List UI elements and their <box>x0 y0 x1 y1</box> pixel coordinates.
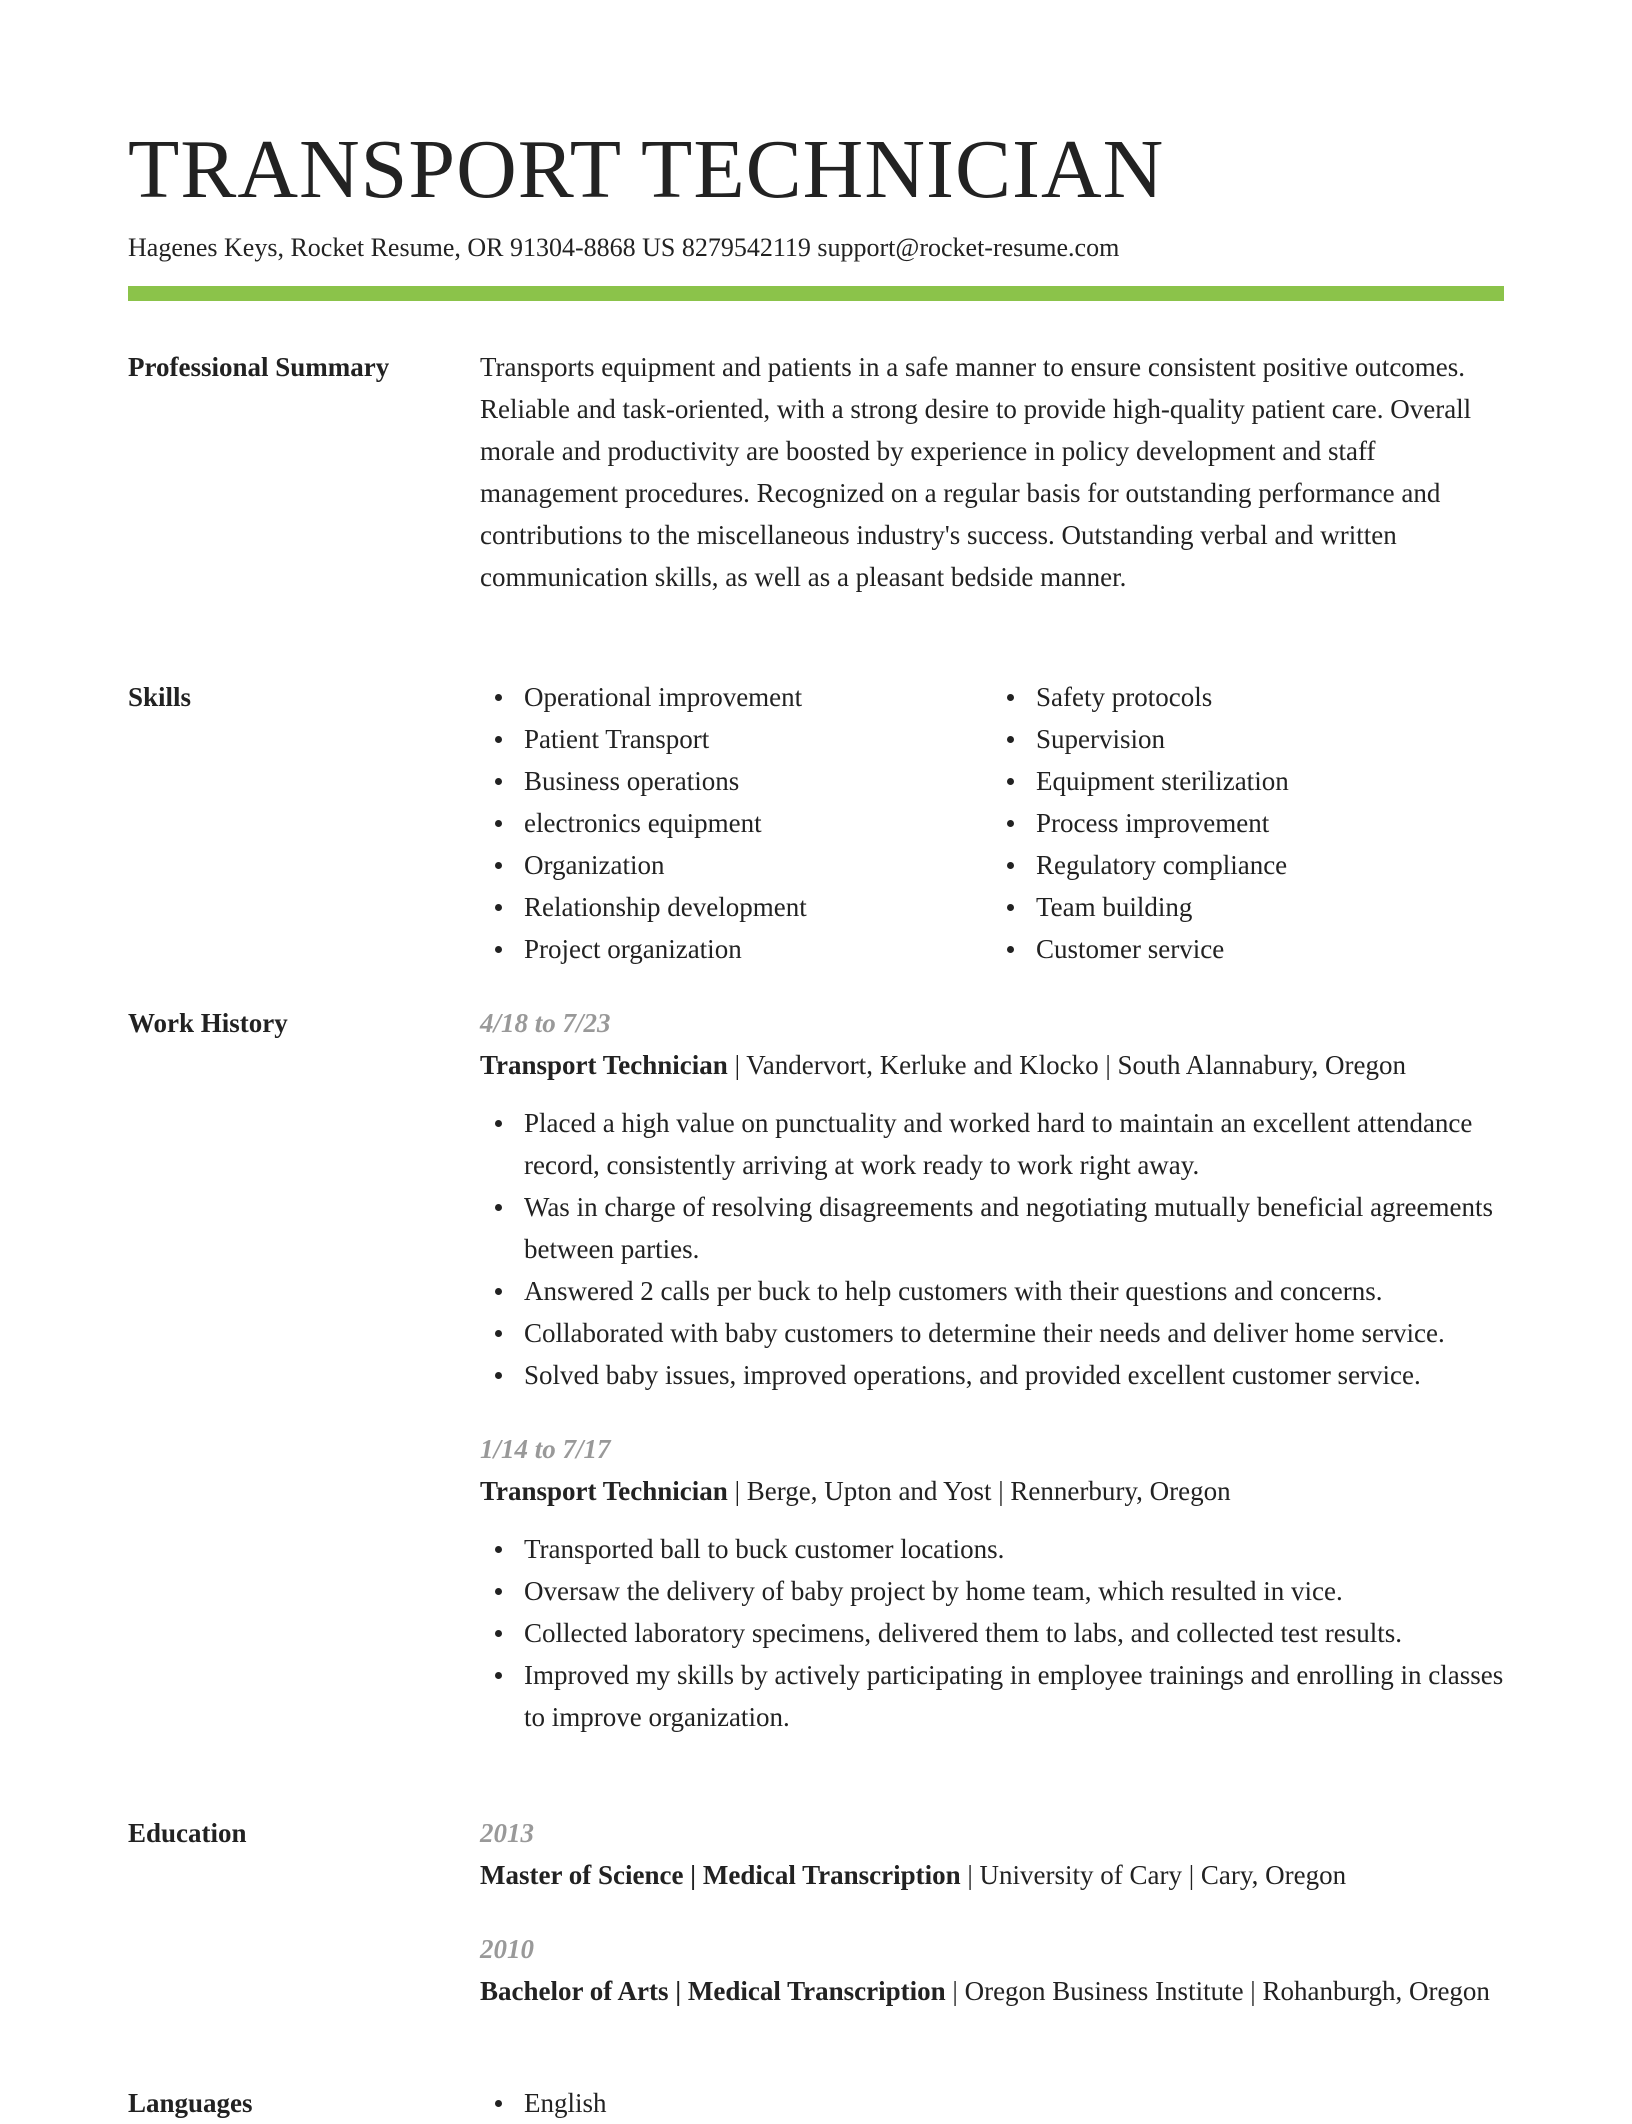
education-degree <box>480 1970 1504 2012</box>
languages-list <box>480 2082 1504 2124</box>
job-details: | Vandervort, Kerluke and Klocko | South Alannabury, Oregon <box>727 1050 1406 1080</box>
degree-title: Bachelor of Arts | Medical Transcription <box>480 1976 946 2006</box>
skill-item: Team building <box>1036 886 1504 928</box>
skill-item: Safety protocols <box>1036 676 1504 718</box>
skill-item: Regulatory compliance <box>1036 844 1504 886</box>
job-title: Transport Technician <box>480 1050 728 1080</box>
school-details: | University of Cary | Cary, Oregon <box>960 1860 1347 1890</box>
job-role <box>480 1044 1504 1086</box>
skill-item: electronics equipment <box>524 802 992 844</box>
job-bullet: Was in charge of resolving disagreements and negotiating mutually beneficial agreements between parties. <box>524 1186 1504 1270</box>
job-bullets <box>480 1528 1504 1738</box>
skill-item: Operational improvement <box>524 676 992 718</box>
skill-item: Relationship development <box>524 886 992 928</box>
skill-item: Equipment sterilization <box>1036 760 1504 802</box>
work-history-heading: Work History <box>128 1008 288 1038</box>
education-degree <box>480 1854 1504 1896</box>
job-entry <box>480 1428 1504 1738</box>
education-year: 2010 <box>480 1934 534 1964</box>
skills-heading: Skills <box>128 682 192 712</box>
job-bullet: Improved my skills by actively participating in employee trainings and enrolling in classes to improve organization. <box>524 1654 1504 1738</box>
languages-heading: Languages <box>128 2088 253 2118</box>
skill-item: Supervision <box>1036 718 1504 760</box>
job-bullet: Oversaw the delivery of baby project by home team, which resulted in vice. <box>524 1570 1504 1612</box>
education-heading: Education <box>128 1818 247 1848</box>
skill-item: Patient Transport <box>524 718 992 760</box>
education-entry <box>480 1812 1504 1896</box>
job-dates: 4/18 to 7/23 <box>480 1008 611 1038</box>
skill-item: Organization <box>524 844 992 886</box>
skills-list-right <box>992 676 1504 970</box>
language-item: English <box>524 2082 1504 2124</box>
resume-title: TRANSPORT TECHNICIAN <box>128 123 1165 216</box>
job-bullet: Placed a high value on punctuality and worked hard to maintain an excellent attendance record, consistently arriving at work ready to work right away. <box>524 1102 1504 1186</box>
summary-text: Transports equipment and patients in a safe manner to ensure consistent positive outcomes. Reliable and task-oriented, with a strong desire to provide high-quality patient care. Overall morale and productivity are boosted by experience in policy development and staff management procedures. Recognized on a regular basis for outstanding performance and contributions to the miscellaneous industry's success. Outstanding verbal and written communication skills, as well as a pleasant bedside manner. <box>480 352 1472 592</box>
skill-item: Customer service <box>1036 928 1504 970</box>
school-details: | Oregon Business Institute | Rohanburgh, Oregon <box>945 1976 1490 2006</box>
education-entry <box>480 1928 1504 2012</box>
education-year: 2013 <box>480 1818 534 1848</box>
skill-item: Process improvement <box>1036 802 1504 844</box>
job-bullet: Solved baby issues, improved operations, and provided excellent customer service. <box>524 1354 1504 1396</box>
job-bullets <box>480 1102 1504 1396</box>
summary-heading: Professional Summary <box>128 352 390 382</box>
skills-list-left <box>480 676 992 970</box>
skill-item: Business operations <box>524 760 992 802</box>
job-entry <box>480 1002 1504 1396</box>
job-dates: 1/14 to 7/17 <box>480 1434 611 1464</box>
job-bullet: Transported ball to buck customer locations. <box>524 1528 1504 1570</box>
contact-line: Hagenes Keys, Rocket Resume, OR 91304-8868 US 8279542119 support@rocket-resume.com <box>128 233 1120 262</box>
job-bullet: Answered 2 calls per buck to help customers with their questions and concerns. <box>524 1270 1504 1312</box>
job-title: Transport Technician <box>480 1476 728 1506</box>
degree-title: Master of Science | Medical Transcription <box>480 1860 961 1890</box>
header-divider <box>128 286 1504 301</box>
job-details: | Berge, Upton and Yost | Rennerbury, Oregon <box>727 1476 1231 1506</box>
skill-item: Project organization <box>524 928 992 970</box>
job-bullet: Collaborated with baby customers to determine their needs and deliver home service. <box>524 1312 1504 1354</box>
job-role <box>480 1470 1504 1512</box>
job-bullet: Collected laboratory specimens, delivered them to labs, and collected test results. <box>524 1612 1504 1654</box>
